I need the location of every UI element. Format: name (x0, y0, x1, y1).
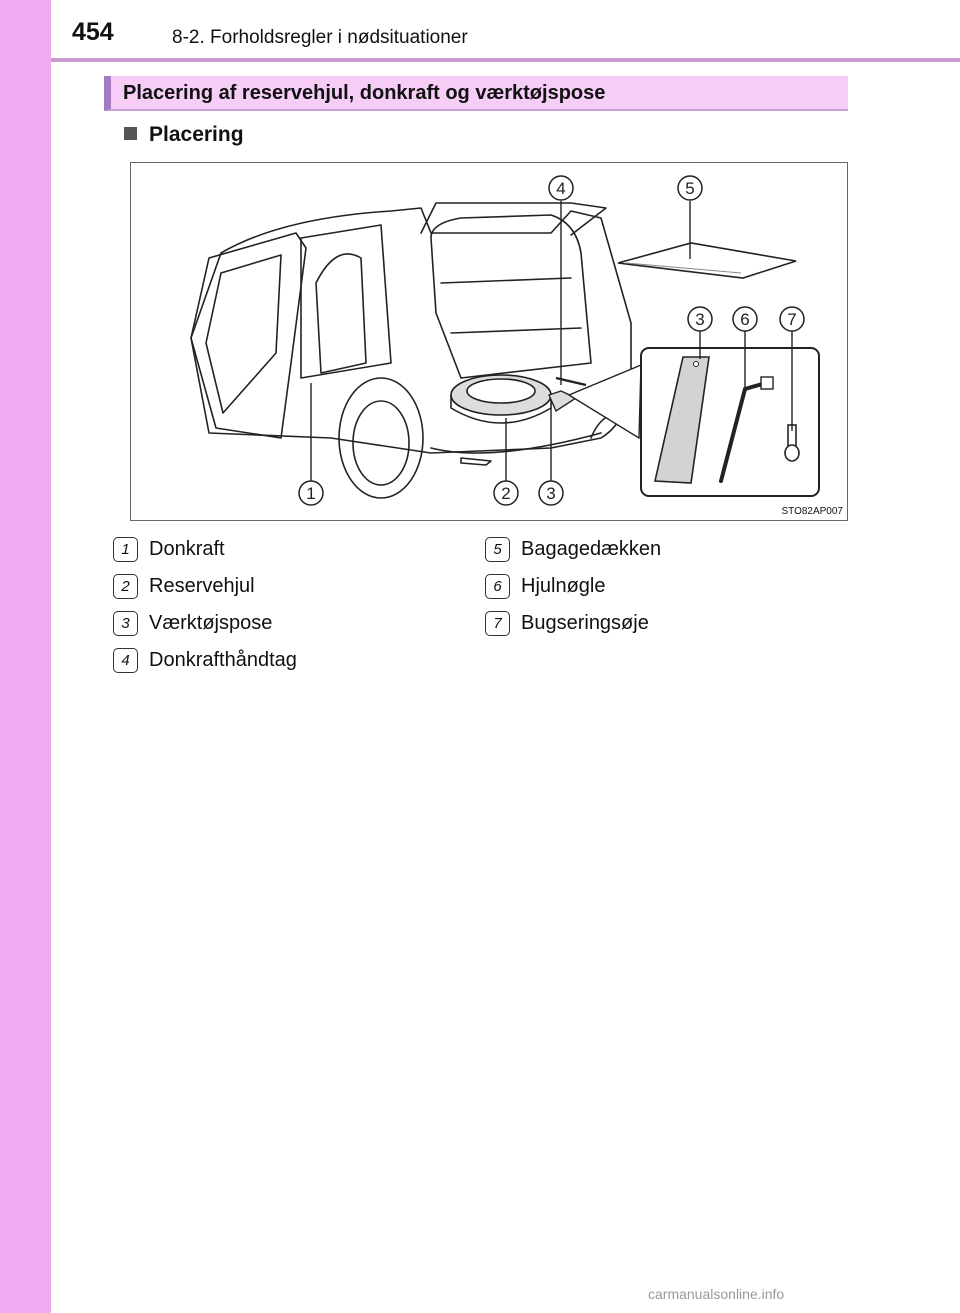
section-title: 8-2. Forholdsregler i nødsituationer (172, 27, 468, 48)
legend-label: Donkrafthåndtag (149, 649, 297, 671)
legend-number-badge: 7 (485, 611, 510, 636)
callout-4 (549, 176, 573, 200)
svg-text:2: 2 (501, 484, 511, 503)
callout-5 (678, 176, 702, 200)
legend-label: Reservehjul (149, 575, 255, 597)
callout-1 (299, 481, 323, 505)
legend-label: Bugseringsøje (521, 612, 649, 634)
inset-pointer (569, 365, 641, 438)
hatch-lid (421, 203, 606, 235)
legend-label: Hjulnøgle (521, 575, 606, 597)
callout-7 (780, 307, 804, 331)
svg-text:4: 4 (556, 179, 566, 198)
luggage-cover-drawing (618, 243, 796, 278)
legend-number-badge: 5 (485, 537, 510, 562)
square-bullet-icon (124, 127, 137, 140)
callout-3 (539, 481, 563, 505)
subheading (124, 123, 244, 147)
seat (316, 254, 366, 373)
legend-label: Værktøjspose (149, 612, 273, 634)
subheading-text: Placering (149, 123, 244, 146)
rear-wheel (339, 378, 423, 498)
topic-banner (104, 76, 848, 111)
svg-text:5: 5 (685, 179, 695, 198)
page-number: 454 (72, 18, 114, 46)
header-rule (51, 58, 960, 62)
svg-text:3: 3 (546, 484, 556, 503)
legend-number-badge: 3 (113, 611, 138, 636)
callout-3-inset (688, 307, 712, 331)
svg-text:1: 1 (306, 484, 316, 503)
car-illustration (131, 163, 849, 522)
hatch-opening (431, 215, 591, 378)
spare-tyre-drawing (451, 375, 551, 423)
site-watermark: carmanualsonline.info (648, 1286, 785, 1302)
callout-2 (494, 481, 518, 505)
page-edge-tab (0, 0, 51, 1313)
svg-text:3: 3 (695, 310, 705, 329)
legend-number-badge: 4 (113, 648, 138, 673)
legend-number-badge: 2 (113, 574, 138, 599)
banner-title: Placering af reservehjul, donkraft og værktøjspose (123, 82, 606, 104)
legend-number-badge: 6 (485, 574, 510, 599)
illustration-frame (130, 162, 848, 521)
legend-label: Donkraft (149, 538, 225, 560)
legend-number-badge: 1 (113, 537, 138, 562)
callout-6 (733, 307, 757, 331)
legend-label: Bagagedækken (521, 538, 662, 560)
svg-text:7: 7 (787, 310, 797, 329)
figure-code: STO82AP007 (781, 506, 843, 517)
svg-text:6: 6 (740, 310, 750, 329)
